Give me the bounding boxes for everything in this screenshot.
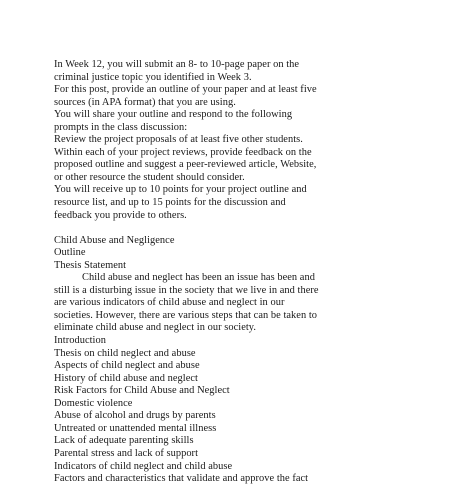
outline-item: History of child abuse and neglect <box>54 372 198 384</box>
paper-outline <box>54 235 446 486</box>
text-line: prompts in the class discussion: <box>54 121 188 133</box>
text-line: In Week 12, you will submit an 8- to 10-page paper on the <box>54 59 300 70</box>
outline-item: Domestic violence <box>54 397 133 409</box>
outline-item: Lack of adequate parenting skills <box>54 435 194 447</box>
outline-item: Thesis on child neglect and abuse <box>54 347 196 359</box>
text-line: resource list, and up to 15 points for the discussion and <box>54 197 286 209</box>
text-line: Review the project proposals of at least five other students. <box>54 134 303 146</box>
text-line: Within each of your project reviews, provide feedback on the <box>54 146 312 158</box>
assignment-instructions <box>54 59 446 222</box>
outline-item: Indicators of child neglect and child abuse <box>54 460 233 472</box>
text-line: proposed outline and suggest a peer-reviewed article, Website, <box>54 159 317 171</box>
outline-item: Abuse of alcohol and drugs by parents <box>54 410 216 422</box>
thesis-text: are various indicators of child abuse and neglect in our <box>54 297 285 309</box>
text-line: You will receive up to 10 points for your project outline and <box>54 184 307 196</box>
text-line: For this post, provide an outline of your paper and at least five <box>54 84 317 96</box>
text-line: criminal justice topic you identified in Week 3. <box>54 71 252 83</box>
outline-item: Risk Factors for Child Abuse and Neglect <box>54 385 230 397</box>
text-line: or other resource the student should consider. <box>54 171 245 183</box>
outline-title: Child Abuse and Negligence <box>54 234 175 246</box>
thesis-text: societies. However, there are various steps that can be taken to <box>54 309 318 321</box>
text-line: feedback you provide to others. <box>54 209 187 221</box>
outline-item: Untreated or unattended mental illness <box>54 422 217 434</box>
thesis-text: eliminate child abuse and neglect in our society. <box>54 322 257 334</box>
outline-item: Factors and characteristics that validate and approve the fact <box>54 473 309 485</box>
outline-item: Parental stress and lack of support <box>54 447 199 459</box>
thesis-heading: Thesis Statement <box>54 259 127 271</box>
text-line: sources (in APA format) that you are using. <box>54 96 236 108</box>
paragraph-spacer <box>54 222 446 235</box>
outline-heading: Outline <box>54 247 86 259</box>
text-line: You will share your outline and respond to the following <box>54 109 293 121</box>
outline-item: Introduction <box>54 335 106 347</box>
thesis-text: Child abuse and neglect has been an issue has been and <box>82 272 315 284</box>
document-page <box>54 59 446 486</box>
outline-item: Aspects of child neglect and abuse <box>54 360 200 372</box>
thesis-text: still is a disturbing issue in the society that we live in and there <box>54 284 319 296</box>
